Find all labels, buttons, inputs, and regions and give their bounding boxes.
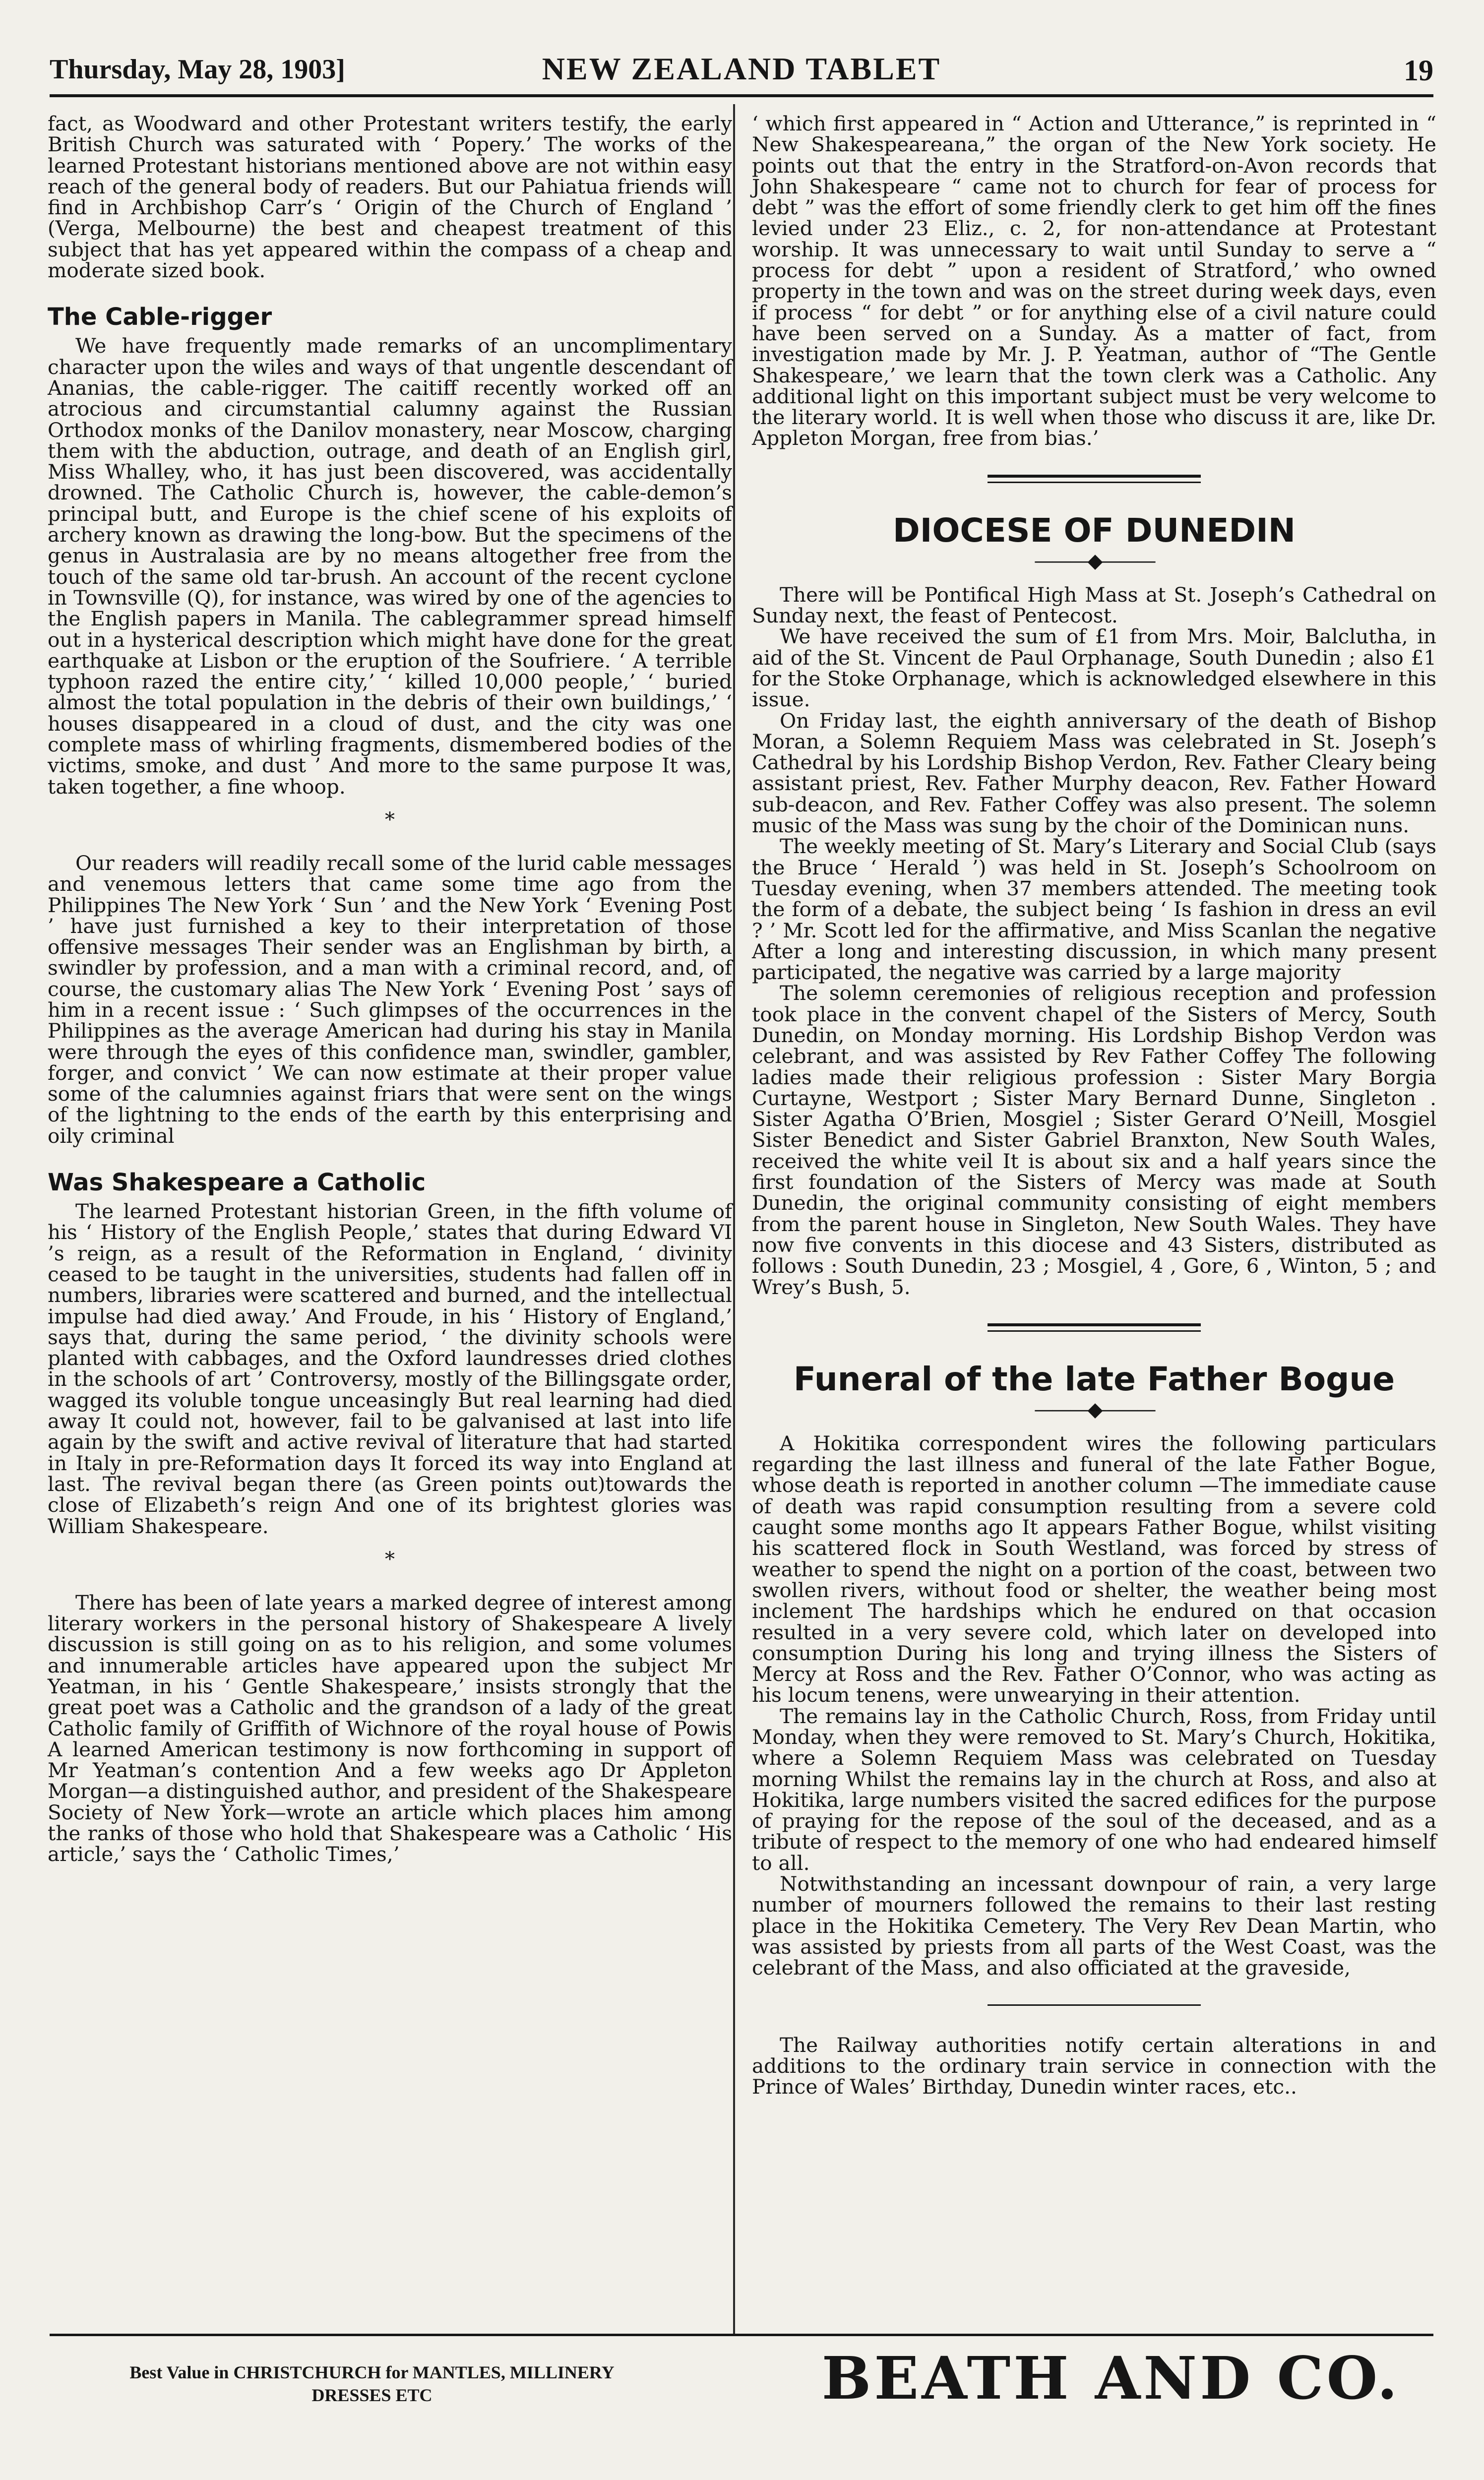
section-separator: * [385, 808, 395, 831]
cable-paragraph: We have frequently made remarks of an uncomplimentary character upon the wiles and ways of that ungentle descendant of Ananias, the cable-rigger. The caitiff recently worked off an atrocious and circumstantial calumny against the Russian Orthodox monks of the Danilov monastery, near Moscow, charging them with the abduction, outrage, and death of an English girl, Miss Whalley, who, it has just been discovered, was accidentally drowned. The Catholic Church is, however, the cable-demon’s principal butt, and Europe is the chief scene of his exploits of archery known as drawing the long-bow. But the specimens of the genus in Australasia are by no means altogether free from the touch of the same old tar-brush. An account of the recent cyclone in Townsville (Q), for instance, was wired by one of the agencies to the English papers in Manila. The cablegrammer spread himself out in a hysterical description which might have done for the great earthquake at Lisbon or the eruption of the Soufriere. ‘ A terrible typhoon razed the entire city,’ ‘ killed 10,000 people,’ ‘ buried almost the total population in the debris of their own buildings,’ ‘ houses disappeared in a cloud of dust, and the city was one complete mass of whirling fragments, dismembered bodies of the victims, smoke, and dust ’ And more to the same purpose It was, taken together, a fine whoop. [48, 334, 732, 799]
cable-rigger-heading: The Cable-rigger [48, 303, 272, 331]
footer-rule [50, 2334, 1433, 2336]
cable-paragraph: Our readers will readily recall some of the lurid cable messages and venemous letters that came some time ago from the Philippines The New York ‘ Sun ’ and the New York ‘ Evening Post ’ have just furnished a key to their interpretation of those offensive messages Their sender was an Englishman by birth, a swindler by profession, and a man with a criminal record, and, of course, the customary alias The New York ‘ Evening Post ’ says of him in a recent issue : ‘ Such glimpses of the occurrences in the Philippines as the average American had during his stay in Manila were through the eyes of this confidence man, swindler, gambler, forger, and convict ’ We can now estimate at their proper value some of the calumnies against friars that were sent on the wings of the lightning to the ends of the earth by this enterprising and oily criminal [48, 851, 732, 1148]
double-rule [988, 1323, 1201, 1332]
intro-paragraph: fact, as Woodward and other Protestant writers testify, the early British Church was saturated with ‘ Popery.’ The works of the learned Protestant historians mentioned above are not within easy reach of the general body of readers. But our Pahiatua friends will find in Archbishop Carr’s ‘ Origin of the Church of England ’ (Verga, Melbourne) the best and cheapest treatment of this subject that has yet appeared within the compass of a cheap and moderate sized book. [48, 112, 732, 283]
shakespeare-paragraph: There has been of late years a marked degree of interest among literary workers in the personal history of Shakespeare A lively discussion is still going on as to his religion, and some volumes and innumerable articles have appeared upon the subject Mr Yeatman, in his ‘ Gentle Shakespeare,’ insists strongly that the great poet was a Catholic and the grandson of a lady of the great Catholic family of Griffith of Wichnore of the royal house of Powis A learned American testimony is now forthcoming in support of Mr Yeatman’s contention And a few weeks ago Dr Appleton Morgan—a distinguished author, and president of the Shakespeare Society of New York—wrote an article which places him among the ranks of those who hold that Shakespeare was a Catholic ‘ His article,’ says the ‘ Catholic Times,’ [48, 1590, 732, 1866]
bogue-paragraph: A Hokitika correspondent wires the following particulars regarding the last illness and funeral of the late Father Bogue, whose death is reported in another column —The immediate cause of death was rapid consumption resulting from a severe cold caught some months ago It appears Father Bogue, whilst visiting his scattered flock in South Westland, was forced by stress of weather to spend the night on a portion of the coast, between two swollen rivers, without food or shelter, the weather being most inclement The hardships which he endured on that occasion resulted in a very severe cold, which later on developed into consumption During his long and trying illness the Sisters of Mercy at Ross and the Rev. Father O’Connor, who was acting as his locum tenens, were unwearying in their attention. [752, 1431, 1436, 1707]
shakespeare-heading: Was Shakespeare a Catholic [48, 1169, 426, 1197]
bogue-heading: Funeral of the late Father Bogue [793, 1360, 1395, 1398]
masthead-title: NEW ZEALAND TABLET [542, 51, 941, 86]
left-column [48, 113, 732, 1865]
dunedin-paragraph: On Friday last, the eighth anniversary of the death of Bishop Moran, a Solemn Requiem Mass was celebrated in St. Joseph’s Cathedral by his Lordship Bishop Verdon, Rev. Father Cleary being assistant priest, Rev. Father Murphy deacon, Rev. Father Howard sub-deacon, and Rev. Father Coffey was also present. The solemn music of the Mass was sung by the choir of the Dominican nuns. [752, 708, 1436, 838]
bogue-paragraph: The remains lay in the Catholic Church, Ross, from Friday until Monday, when they were removed to St. Mary’s Church, Hokitika, where a Solemn Requiem Mass was celebrated on Tuesday morning Whilst the remains lay in the church at Ross, and also at Hokitika, large numbers visited the sacred edifices for the purpose of praying for the repose of the soul of the deceased, and as a tribute of respect to the memory of one who had endeared himself to all. [752, 1704, 1436, 1875]
advert-line: Best Value in CHRISTCHURCH for MANTLES, MILLINERY [129, 2362, 615, 2382]
dunedin-heading: DIOCESE OF DUNEDIN [892, 511, 1296, 550]
right-column [752, 113, 1436, 2097]
footer-advert [74, 2361, 670, 2407]
ornament-divider: ———◆——— [1034, 1398, 1155, 1421]
dunedin-paragraph: The solemn ceremonies of religious reception and profession took place in the convent chapel of the Sisters of Mercy, South Dunedin, on Monday morning. His Lordship Bishop Verdon was celebrant, and was assisted by Rev Father Coffey The following ladies made their religious profession : Sister Mary Borgia Curtayne, Westport ; Sister Mary Bernard Dunne, Singleton . Sister Agatha O’Brien, Mosgiel ; Sister Gerard O’Neill, Mosgiel Sister Benedict and Sister Gabriel Branxton, New South Wales, received the white veil It is about six and a half years since the first foundation of the Sisters of Mercy was made at South Dunedin, the original community consisting of eight members from the parent house in Singleton, New South Wales. They have now five convents in this diocese and 43 Sisters, distributed as follows : South Dunedin, 23 ; Mosgiel, 4 , Gore, 6 , Winton, 5 ; and Wrey’s Bush, 5. [752, 981, 1436, 1299]
column-divider [733, 104, 735, 2334]
continuation-paragraph: ‘ which first appeared in “ Action and Utterance,” is reprinted in “ New Shakespeareana,” the organ of the New York society. He points out that the entry in the Stratford-on-Avon records that John Shakespeare “ came not to church for fear of process for debt ” was the effort of some friendly clerk to get him off the fines levied under 23 Eliz., c. 2, for non-attendance at Protestant worship. It was unnecessary to wait until Sunday to serve a “ process for debt ” upon a resident of Stratford,’ who owned property in the town and was on the street during week days, even if process “ for debt ” or for anything else of a civil nature could have been served on a Sunday. As a matter of fact, from investigation made by Mr. J. P. Yeatman, author of “The Gentle Shakespeare,’ we learn that the town clerk was a Catholic. Any additional light on this important subject must be very welcome to the literary world. It is well when those who discuss it are, like Dr. Appleton Morgan, free from bias.’ [752, 112, 1436, 450]
section-separator: * [385, 1548, 395, 1571]
bogue-paragraph: Notwithstanding an incessant downpour of rain, a very large number of mourners followed the remains to their last resting place in the Hokitika Cemetery. The Very Rev Dean Martin, who was assisted by priests from all parts of the West Coast, was the celebrant of the Mass, and also officiated at the graveside, [752, 1872, 1436, 1980]
issue-date: Thursday, May 28, 1903] [50, 54, 345, 85]
advertiser-name: BEATH AND CO. [821, 2344, 1401, 2413]
dunedin-paragraph: We have received the sum of £1 from Mrs. Moir, Balclutha, in aid of the St. Vincent de Paul Orphanage, South Dunedin ; also £1 for the Stoke Orphanage, which is acknowledged elsewhere in this issue. [752, 624, 1436, 712]
page-number: 19 [1404, 54, 1433, 87]
ornament-divider: ———◆——— [1034, 549, 1155, 572]
short-rule [988, 2004, 1201, 2006]
advert-line: DRESSES ETC [311, 2385, 433, 2405]
dunedin-paragraph: There will be Pontifical High Mass at St. Joseph’s Cathedral on Sunday next, the feast of Pentecost. [752, 582, 1436, 628]
header-rule [50, 94, 1433, 97]
railway-paragraph: The Railway authorities notify certain alterations in and additions to the ordinary train service in connection with the Prince of Wales’ Birthday, Dunedin winter races, etc.. [752, 2033, 1436, 2099]
double-rule [988, 475, 1201, 483]
shakespeare-paragraph: The learned Protestant historian Green, in the fifth volume of his ‘ History of the English People,’ states that during Edward VI ’s reign, as a result of the Reformation in England, ‘ divinity ceased to be taught in the universities, students had fallen off in numbers, libraries were scattered and burned, and the intellectual impulse had died away.’ And Froude, in his ‘ History of England,’ says that, during the same period, ‘ the divinity schools were planted with cabbages, and the Oxford laundresses dried clothes in the schools of art ’ Controversy, mostly of the Billingsgate order, wagged its voluble tongue unceasingly But real learning had died away It could not, however, fail to be galvanised at last into life again by the swift and active revival of literature that had started in Italy in pre-Reformation days It forced its way into England at last. The revival began there (as Green points out)towards the close of Elizabeth’s reign And one of its brightest glories was William Shakespeare. [48, 1199, 732, 1538]
dunedin-paragraph: The weekly meeting of St. Mary’s Literary and Social Club (says the Bruce ‘ Herald ’) was held in St. Joseph’s Schoolroom on Tuesday evening, when 37 members attended. The meeting took the form of a debate, the subject being ‘ Is fashion in dress an evil ? ’ Mr. Scott led for the affirmative, and Miss Scanlan the negative After a long and interesting discussion, in which many present participated, the negative was carried by a large majority [752, 834, 1436, 985]
page-header [50, 44, 1433, 91]
